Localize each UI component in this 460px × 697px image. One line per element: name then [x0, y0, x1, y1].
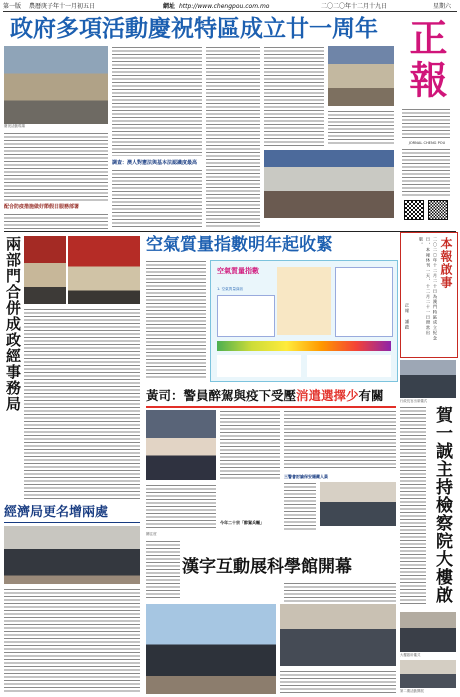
infographic-scale [217, 341, 391, 351]
lead-headline: 政府多項活動慶祝特區成立廿一周年 [10, 16, 378, 42]
infographic-panel-4 [217, 355, 301, 377]
paper-name: 正報 [403, 18, 447, 102]
lead-story-col-3 [206, 46, 260, 229]
tiny-caption: 關注度 [146, 532, 157, 536]
spell-photo-2 [280, 604, 396, 666]
notice-box [400, 232, 458, 358]
right-caption-3: 第二期活動開展 [400, 689, 424, 693]
air-quality-headline: 空氣質量指數明年起收緊 [146, 235, 333, 255]
qr-code-1[interactable] [404, 200, 424, 220]
right-photo-3 [400, 660, 456, 688]
masthead-contact-lines [402, 148, 450, 196]
spell-text-2 [280, 670, 396, 694]
lead-story-text-b [4, 213, 108, 229]
left-vertical-headline: 兩部門合併成政經事務局 [4, 236, 22, 412]
lead-meeting-photo [328, 46, 394, 106]
lunar-date: 農曆庚子年十一月初五日 [29, 3, 96, 10]
right-caption-1: 行政長官出席儀式 [400, 399, 428, 403]
ceremony-photo-right [68, 236, 140, 304]
website-link[interactable]: http://www.chengpou.com.mo [179, 3, 270, 10]
merger-text [24, 308, 140, 500]
spell-photo [146, 604, 276, 694]
divider-main [4, 231, 456, 232]
gregorian-date: 二〇二〇年十二月十九日 [321, 3, 388, 10]
lead-subhead-1: 配合防疫措施做好節假日服務部署 [4, 204, 80, 210]
spell-text [284, 582, 396, 602]
lead-photo-caption: 慶祝活動現場 [4, 124, 25, 128]
economy-text [4, 588, 140, 692]
economy-headline: 經濟局更名增兩處 [4, 504, 140, 523]
event-subtitle: 今年二十宗「醉駕兵輛」 [220, 520, 264, 525]
police-text-3 [284, 410, 396, 470]
air-quality-infographic [210, 260, 398, 382]
lead-seminar-photo [264, 150, 394, 218]
infographic-panel-1 [217, 295, 275, 337]
police-headline: 黃司：警員醉駕與疫下受壓消遣選擇少有關 [146, 386, 396, 408]
event-text [284, 482, 316, 530]
infographic-panel-2 [277, 267, 331, 335]
website-label: 網址 [163, 3, 176, 10]
spell-headline: 漢字互動展科學館開幕 [182, 557, 352, 577]
right-photo-1 [400, 360, 456, 398]
event-photo [320, 482, 396, 526]
lead-story-col-2b [112, 169, 202, 229]
notice-body: 二〇二〇年十二月二十日為澳門特區成立紀念日，本報休刊一天，十二月二十一日照常出版。 [419, 237, 438, 341]
masthead-info-lines [402, 108, 450, 138]
police-text-2 [220, 410, 280, 480]
lead-story-text-a [4, 132, 108, 202]
weekday: 星期六 [433, 3, 452, 10]
infographic-title: 空氣質量指數 [217, 267, 259, 275]
qr-code-2[interactable] [428, 200, 448, 220]
masthead-panel [398, 14, 456, 223]
lead-photo [4, 46, 108, 124]
infographic-panel-5 [307, 355, 391, 377]
right-vertical-headline: 賀一誠主持檢察院大樓啟 [432, 406, 452, 604]
lead-story-col-5 [328, 110, 394, 146]
lead-story-col-4 [264, 46, 324, 146]
economy-photo [4, 526, 140, 584]
ceremony-photo-left [24, 236, 66, 304]
spell-intro-text [146, 540, 180, 600]
police-photo [146, 410, 216, 480]
right-photo-2 [400, 612, 456, 652]
police-text-1 [146, 484, 216, 530]
infographic-label: 1. 空氣質量資訊 [217, 287, 244, 291]
lead-story-col-2 [112, 46, 202, 156]
right-vertical-text [400, 406, 426, 606]
notice-title: 本報啟事 [439, 237, 453, 289]
page-label: 第一版 [3, 3, 22, 10]
masthead-topbar [3, 2, 457, 12]
right-caption-2: 大樓啟用儀式 [400, 653, 421, 657]
infographic-panel-3 [335, 267, 393, 337]
air-quality-text [146, 260, 206, 380]
police-headline-highlight: 消遣選擇少 [296, 388, 359, 403]
paper-sub-info: JORNAL CHENG POU [408, 141, 446, 145]
notice-sign: 正報 謹啟 [405, 303, 410, 330]
event-caption: 三警會討論保安隱藏人員 [284, 474, 328, 479]
lead-subhead-2: 調查：澳人對憲法與基本法認識度最高 [112, 160, 198, 166]
